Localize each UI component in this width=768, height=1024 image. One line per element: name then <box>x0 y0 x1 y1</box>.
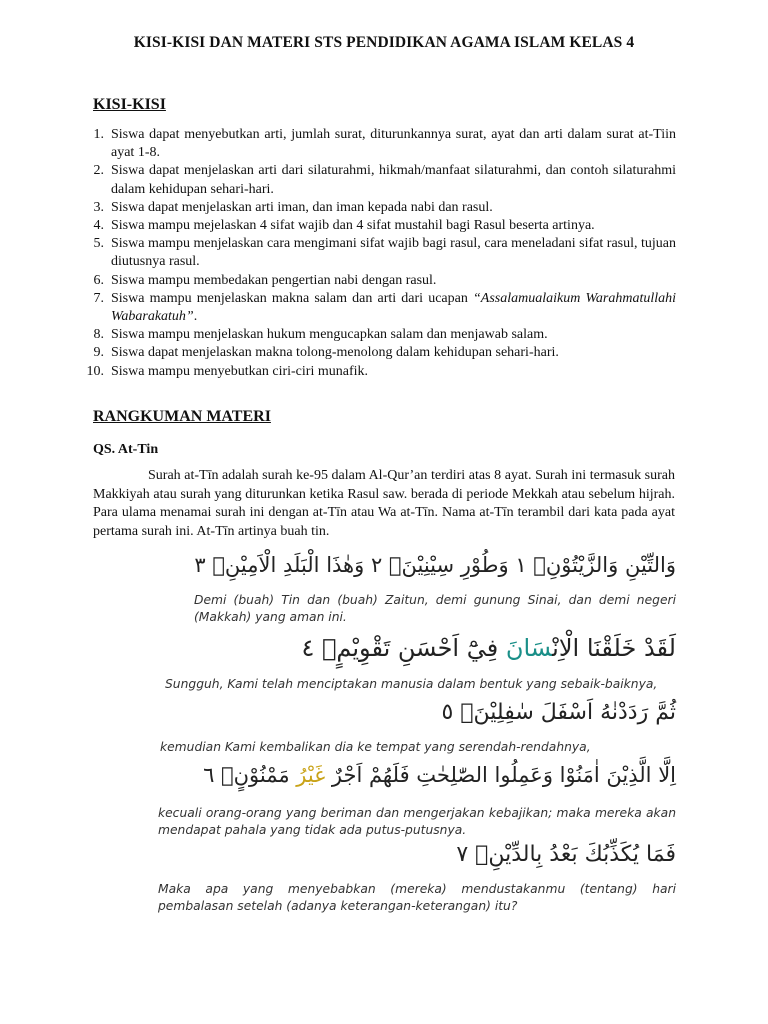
list-item: 4. Siswa mampu mejelaskan 4 sifat wajib dan 4 sifat mustahil bagi Rasul beserta artinya. <box>93 218 595 234</box>
verse-arabic-5: ثُمَّ رَدَدْنٰهُ اَسْفَلَ سٰفِلِيْنَۙ ٥ <box>441 700 676 725</box>
verse-translation-7: Maka apa yang menyebabkan (mereka) mendustakanmu (tentang) hari pembalasan setelah (adanya keterangan-keterangan) itu? <box>158 882 676 913</box>
verse-arabic-7: فَمَا يُكَذِّبُكَ بَعْدُ بِالدِّيْنِۗ ٧ <box>456 842 676 867</box>
verse-translation-5: kemudian Kami kembalikan dia ke tempat yang serendah-rendahnya, <box>160 740 591 754</box>
rangkuman-heading: RANGKUMAN MATERI <box>93 408 271 425</box>
list-item: 2. Siswa dapat menjelaskan arti dari silaturahmi, hikmah/manfaat silaturahmi, dan contoh silaturahmi dalam kehidupan sehari-hari. <box>93 163 676 197</box>
list-item: 8. Siswa mampu menjelaskan hukum mengucapkan salam dan menjawab salam. <box>93 327 548 343</box>
verse-arabic-4: لَقَدْ خَلَقْنَا الْاِنْسَانَ فِيْٓ اَحْسَنِ تَقْوِيْمٍۖ ٤ <box>301 634 676 662</box>
surah-paragraph: Surah at-Tīn adalah surah ke-95 dalam Al-Qur’an terdiri atas 8 ayat. Surah ini termasuk surah Makkiyah atau surah yang diturunkan ketika Rasul saw. berada di periode Mekkah atau sebelum hijrah. Para ulama menamai surah ini dengan at-Tīn atau Wa at-Tīn. Nama at-Tīn terambil dari kata pada ayat pertama surah ini. At-Tīn artinya buah tin. <box>93 468 675 539</box>
list-item: 6. Siswa mampu membedakan pengertian nabi dengan rasul. <box>93 272 437 288</box>
list-item: 10. Siswa mampu menyebutkan ciri-ciri munafik. <box>86 363 368 379</box>
kisi-list <box>82 126 676 381</box>
verse-translation-1: Demi (buah) Tin dan (buah) Zaitun, demi gunung Sinai, dan demi negeri (Makkah) yang aman ini. <box>194 593 676 624</box>
list-item: 1. Siswa dapat menyebutkan arti, jumlah surat, diturunkannya surat, ayat dan arti dalam surat at-Tiin ayat 1-8. <box>93 127 676 161</box>
list-item: 3. Siswa dapat menjelaskan arti iman, dan iman kepada nabi dan rasul. <box>93 199 493 215</box>
surah-subheading: QS. At-Tin <box>93 442 159 457</box>
list-item: 5. Siswa mampu menjelaskan cara mengimani sifat wajib bagi rasul, cara meneladani sifat rasul, tujuan diutusnya rasul. <box>93 236 676 270</box>
verse-translation-6: kecuali orang-orang yang beriman dan mengerjakan kebajikan; maka mereka akan mendapat pahala yang tidak ada putus-putusnya. <box>158 806 676 837</box>
verse-arabic-1: وَالتِّيْنِ وَالزَّيْتُوْنِۙ ١ وَطُوْرِ سِيْنِيْنَۙ ٢ وَهٰذَا الْبَلَدِ الْاَمِيْنِۙ ٣ <box>194 553 676 577</box>
verse-translation-4: Sungguh, Kami telah menciptakan manusia dalam bentuk yang sebaik-baiknya, <box>165 677 658 691</box>
salam-phrase: “Assalamualaikum Warahmatullahi Wabarakatuh” <box>111 290 676 325</box>
kisi-heading: KISI-KISI <box>93 96 166 113</box>
verse-arabic-6: اِلَّا الَّذِيْنَ اٰمَنُوْا وَعَمِلُوا الصّٰلِحٰتِ فَلَهُمْ اَجْرٌ غَيْرُ مَمْنُوْنٍۗ ٦ <box>203 763 676 787</box>
list-item: 9. Siswa dapat menjelaskan makna tolong-menolong dalam kehidupan sehari-hari. <box>93 345 559 361</box>
list-item: 7. Siswa mampu menjelaskan makna salam dan arti dari ucapan “Assalamualaikum Warahmatullahi Wabarakatuh”. <box>93 290 676 325</box>
document-title: KISI-KISI DAN MATERI STS PENDIDIKAN AGAMA ISLAM KELAS 4 <box>133 34 635 51</box>
